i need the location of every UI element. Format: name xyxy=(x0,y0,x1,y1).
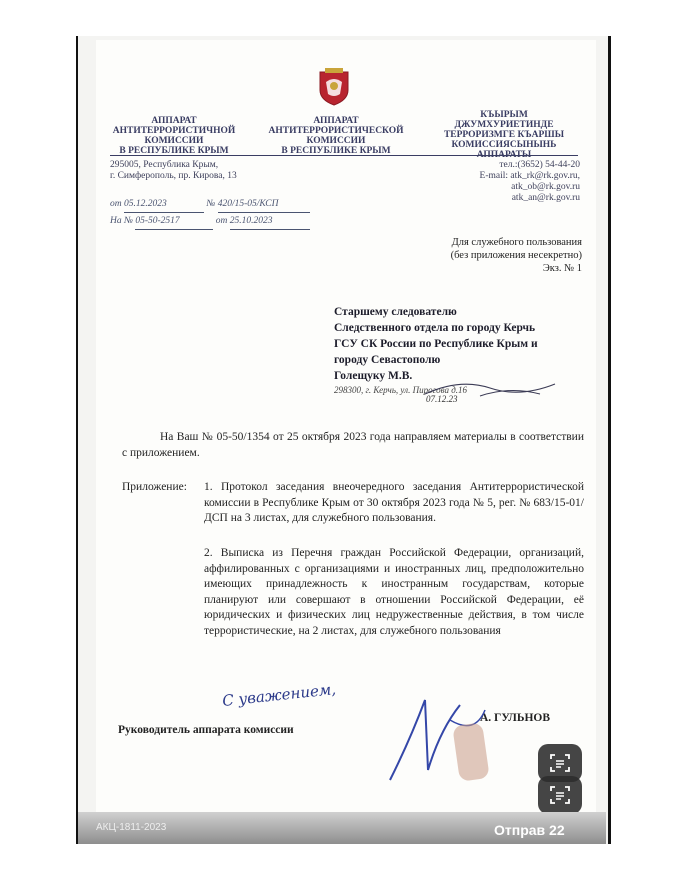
header-left-line: АППАРАТ xyxy=(151,116,197,126)
classification-line: Для служебного пользования xyxy=(451,237,582,248)
recipient-line: Старшему следователю xyxy=(334,306,457,318)
header-right-line: КЪЫРЫМ xyxy=(480,110,528,120)
header-left-line: АНТИТЕРРОРИСТИЧНОЙ xyxy=(112,126,236,136)
header-center xyxy=(262,116,410,156)
header-center-line: В РЕСПУБЛИКЕ КРЫМ xyxy=(281,146,391,156)
recipient-line: Голещуку М.В. xyxy=(334,370,413,382)
header-right-line: ДЖУМХУРИЕТИНДЕ xyxy=(454,120,554,130)
ref-label: На № xyxy=(110,216,133,226)
ref-number: 05-50-2517 xyxy=(135,213,213,230)
attachment-2: 2. Выписка из Перечня граждан Российской Федерации, организаций, аффилированных с организациями и иностранных лиц, предположительно имеющих принадлежность к иностранным государствам, которые планируют или совершают в отношении Российской Федерации, её юридических и физических лиц недружественные действия, в том числе террористические, на 2 листах, для служебного пользования xyxy=(204,547,584,637)
classification-line: (без приложения несекретно) xyxy=(450,250,582,261)
copy-text-button[interactable] xyxy=(538,776,582,814)
handwritten-greeting: С уважением, xyxy=(221,680,337,710)
header-center-line: КОМИССИИ xyxy=(306,136,366,146)
header-right xyxy=(428,110,580,160)
ref-date-label: от xyxy=(215,216,228,226)
sender-address xyxy=(110,160,310,182)
recipient-block xyxy=(334,304,584,384)
header-left-line: КОМИССИИ xyxy=(144,136,204,146)
send-button[interactable]: Отправ 22 xyxy=(494,822,565,838)
outgoing-reg xyxy=(110,196,350,213)
registration-block xyxy=(110,196,350,230)
reg-num-label: № xyxy=(206,199,216,209)
recipient-line: городу Севастополю xyxy=(334,354,441,366)
reg-number: 420/15-05/КСП xyxy=(218,196,310,213)
address-line: г. Симферополь, пр. Кирова, 13 xyxy=(110,171,237,181)
header-right-line: ТЕРРОРИЗМГЕ КЪАРШЫ xyxy=(443,130,565,140)
header-left xyxy=(110,116,238,156)
reg-date-label: от xyxy=(110,199,122,209)
email-line: atk_ob@rk.gov.ru xyxy=(511,182,580,192)
recipient-line: Следственного отдела по городу Керчь xyxy=(334,322,536,334)
scan-text-icon xyxy=(549,784,571,806)
classification-block xyxy=(410,236,582,275)
phone: тел.:(3652) 54-44-20 xyxy=(499,160,580,170)
received-stamp-date: 07.12.23 xyxy=(426,394,458,404)
header-right-line: АППАРАТЫ xyxy=(476,150,532,160)
header-center-line: АНТИТЕРРОРИСТИЧЕСКОЙ xyxy=(268,126,404,136)
incoming-ref xyxy=(110,213,350,230)
email-line: atk_an@rk.gov.ru xyxy=(511,193,580,203)
bottom-left-text: АКЦ-1811-2023 xyxy=(96,822,167,833)
attachments-label: Приложение: xyxy=(122,481,187,493)
header-divider xyxy=(110,155,578,156)
recipient-line: ГСУ СК России по Республике Крым и xyxy=(334,338,538,350)
header-center-line: АППАРАТ xyxy=(313,116,359,126)
header-left-line: В РЕСПУБЛИКЕ КРЫМ xyxy=(119,146,229,156)
classification-line: Экз. № 1 xyxy=(542,263,582,274)
email-line: E-mail: atk_rk@rk.gov.ru, xyxy=(479,171,580,181)
signatory-name: А. ГУЛЬНОВ xyxy=(480,712,551,724)
body-paragraph: На Ваш № 05-50/1354 от 25 октября 2023 года направляем материалы в соответствии с приложением. xyxy=(122,431,584,459)
address-line: 295005, Республика Крым, xyxy=(110,160,219,170)
sender-contacts xyxy=(440,160,580,204)
reg-date: 05.12.2023 xyxy=(124,196,204,213)
signatory-position: Руководитель аппарата комиссии xyxy=(118,724,294,736)
scan-text-icon xyxy=(549,752,571,774)
recipient-address: 298300, г. Керчь, ул. Пирогова д.16 xyxy=(334,385,467,395)
coat-of-arms-icon xyxy=(316,66,352,106)
header-right-line: КОМИССИЯСЫНЫНЬ xyxy=(451,140,557,150)
ref-date: 25.10.2023 xyxy=(230,213,310,230)
handwritten-mark-icon xyxy=(420,374,560,404)
attachment-1: 1. Протокол заседания внеочередного заседания Антитеррористической комиссии в Республике Крым от 30 октября 2023 года № 5, рег. № 683/15-01/ДСП на 3 листах, для служебного пользования. xyxy=(204,481,584,524)
